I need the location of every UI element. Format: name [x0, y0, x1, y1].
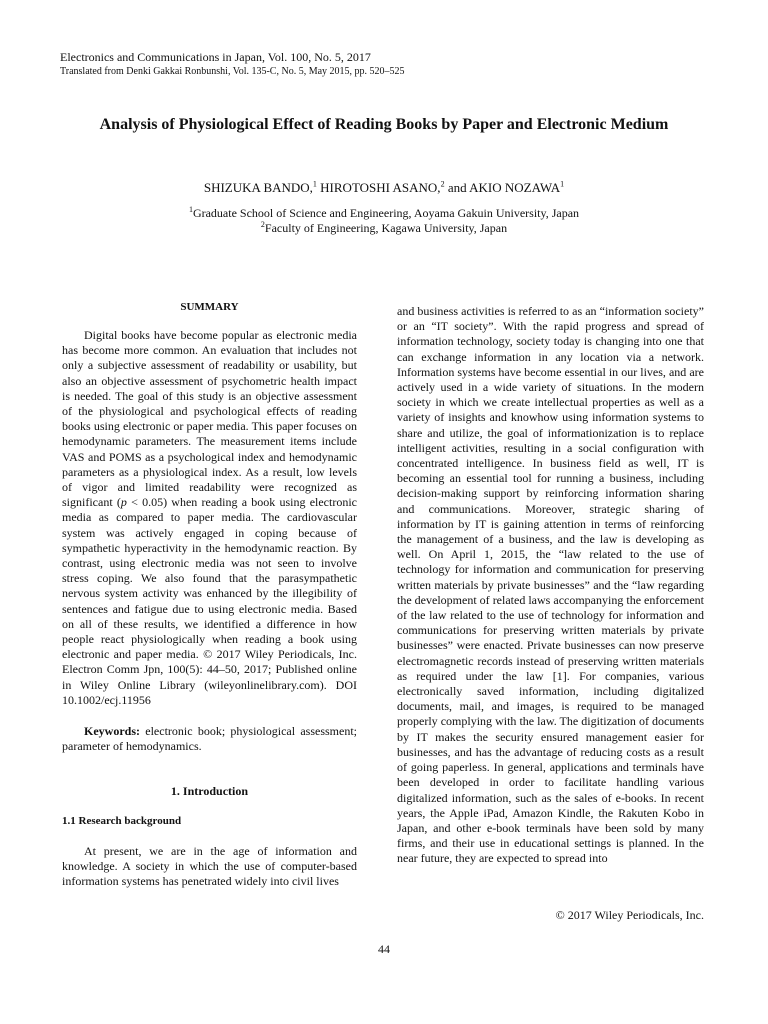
affiliation-marker: 1	[188, 205, 193, 214]
keywords-label: Keywords:	[84, 724, 140, 739]
paper-title: Analysis of Physiological Effect of Reading Books by Paper and Electronic Medium	[99, 116, 669, 133]
journal-citation: Electronics and Communications in Japan, Vol. 100, No. 5, 2017	[60, 50, 371, 64]
author-affiliation-marker: 2	[440, 179, 445, 189]
intro-paragraph: At present, we are in the age of information and knowledge. A society in which the use of computer-based information systems has penetrated widely into civil lives	[62, 843, 357, 889]
left-column	[62, 300, 357, 889]
subsection-heading-research-background: 1.1 Research background	[62, 815, 182, 828]
keywords	[62, 724, 357, 754]
p-value-symbol: p	[120, 495, 127, 510]
keywords-text: electronic book; physiological assessment; parameter of hemodynamics.	[62, 724, 357, 754]
affiliation-text: Graduate School of Science and Engineering, Aoyama Gakuin University, Japan	[192, 206, 580, 220]
author-name: SHIZUKA BANDO,	[203, 180, 313, 195]
right-column	[397, 304, 704, 867]
section-heading-introduction: 1. Introduction	[170, 784, 249, 799]
summary-text-part: Digital books have become popular as electronic media has become more common. An evaluation that includes not only a subjective assessment of readability or usability, but also an objective assessment of psychometric health impact is needed. The goal of this study is an objective assessment of the physiological and psychological effects of reading books using electronic or paper media. This paper focuses on hemodynamic parameters. The measurement items include VAS and POMS as a psychological index and hemodynamic parameters as a physiological index. As a result, low levels of vigor and limited readability were recognized as significant (	[62, 328, 357, 510]
author-affiliation-marker: 1	[312, 179, 317, 189]
copyright-footer: © 2017 Wiley Periodicals, Inc.	[555, 908, 704, 922]
body-paragraph: and business activities is referred to as an “information society” or an “IT society”. With the rapid progress and spread of information technology, society today is changing into one that can exchange information in any location via a network. Information systems have become essential in our lives, and are actively used in a wide variety of situations. In the modern society in which we create intellectual properties as well as a variety of insights and knowhow using information systems to share and utilize, the goal of informationization is to replace intelligent activities, resulting in a social configuration with concentrated intelligence. In business field as well, IT is becoming an essential tool for running a business, including decision-making support by reinforcing information sharing and communications. Moreover, strategic sharing of information by IT is gaining attention in terms of reinforcing the management of a business, and the law is developing as well. On April 1, 2015, the “law related to the use of technology for information and communication for preserving written materials by private businesses” and the “law regarding the development of related laws accompanying the enforcement of the law related to the use of technology for information and communications for preserving written materials by private businesses” were enacted. Private businesses can now preserve electromagnetic records instead of preserving written materials as required under the law [1]. For companies, various electronically saved information, including digitalized documents, mail, and images, is required to be managed properly complying with the law. The digitization of documents by IT makes the security ensured management easier for businesses, and has the advantage of reducing costs as a result of going paperless. In general, applications and terminals have been developed in order to facilitate handling various digitalized information, such as the sales of e-books. In recent years, the Apple iPad, Amazon Kindle, the Rakuten Kobo in Japan, and other e-book terminals have been sold by many firms, and their use in educational settings is planned. In the near future, they are expected to spread into	[397, 304, 704, 866]
summary-text	[62, 328, 357, 708]
affiliation	[40, 221, 728, 235]
page-number: 44	[378, 942, 390, 956]
summary-text-part: < 0.05) when reading a book using electronic media as compared to paper media. The cardiovascular system was actively engaged in coping because of sympathetic hyperactivity in the hemodynamic reaction. By contrast, using electronic media was not seen to involve stress coping. We also found that the parasympathetic nervous system activity was enhanced by the illegibility of sentences and fatigue due to using electronic media. Based on all of these results, we identified a difference in how people react physiologically when reading a book using electronic and paper media. © 2017 Wiley Periodicals, Inc. Electron Comm Jpn, 100(5): 44–50, 2017; Published online in Wiley Online Library (wileyonlinelibrary.com). DOI 10.1002/ecj.11956	[62, 495, 357, 707]
summary-heading: SUMMARY	[180, 301, 239, 313]
author-list	[40, 180, 728, 196]
translation-note: Translated from Denki Gakkai Ronbunshi, Vol. 135-C, No. 5, May 2015, pp. 520–525	[60, 66, 405, 77]
author-affiliation-marker: 1	[560, 179, 565, 189]
author-name: and AKIO NOZAWA	[444, 180, 561, 195]
affiliation	[40, 206, 728, 220]
affiliation-marker: 2	[260, 220, 265, 229]
affiliation-text: Faculty of Engineering, Kagawa University, Japan	[264, 221, 508, 235]
author-name: HIROTOSHI ASANO,	[316, 180, 441, 195]
